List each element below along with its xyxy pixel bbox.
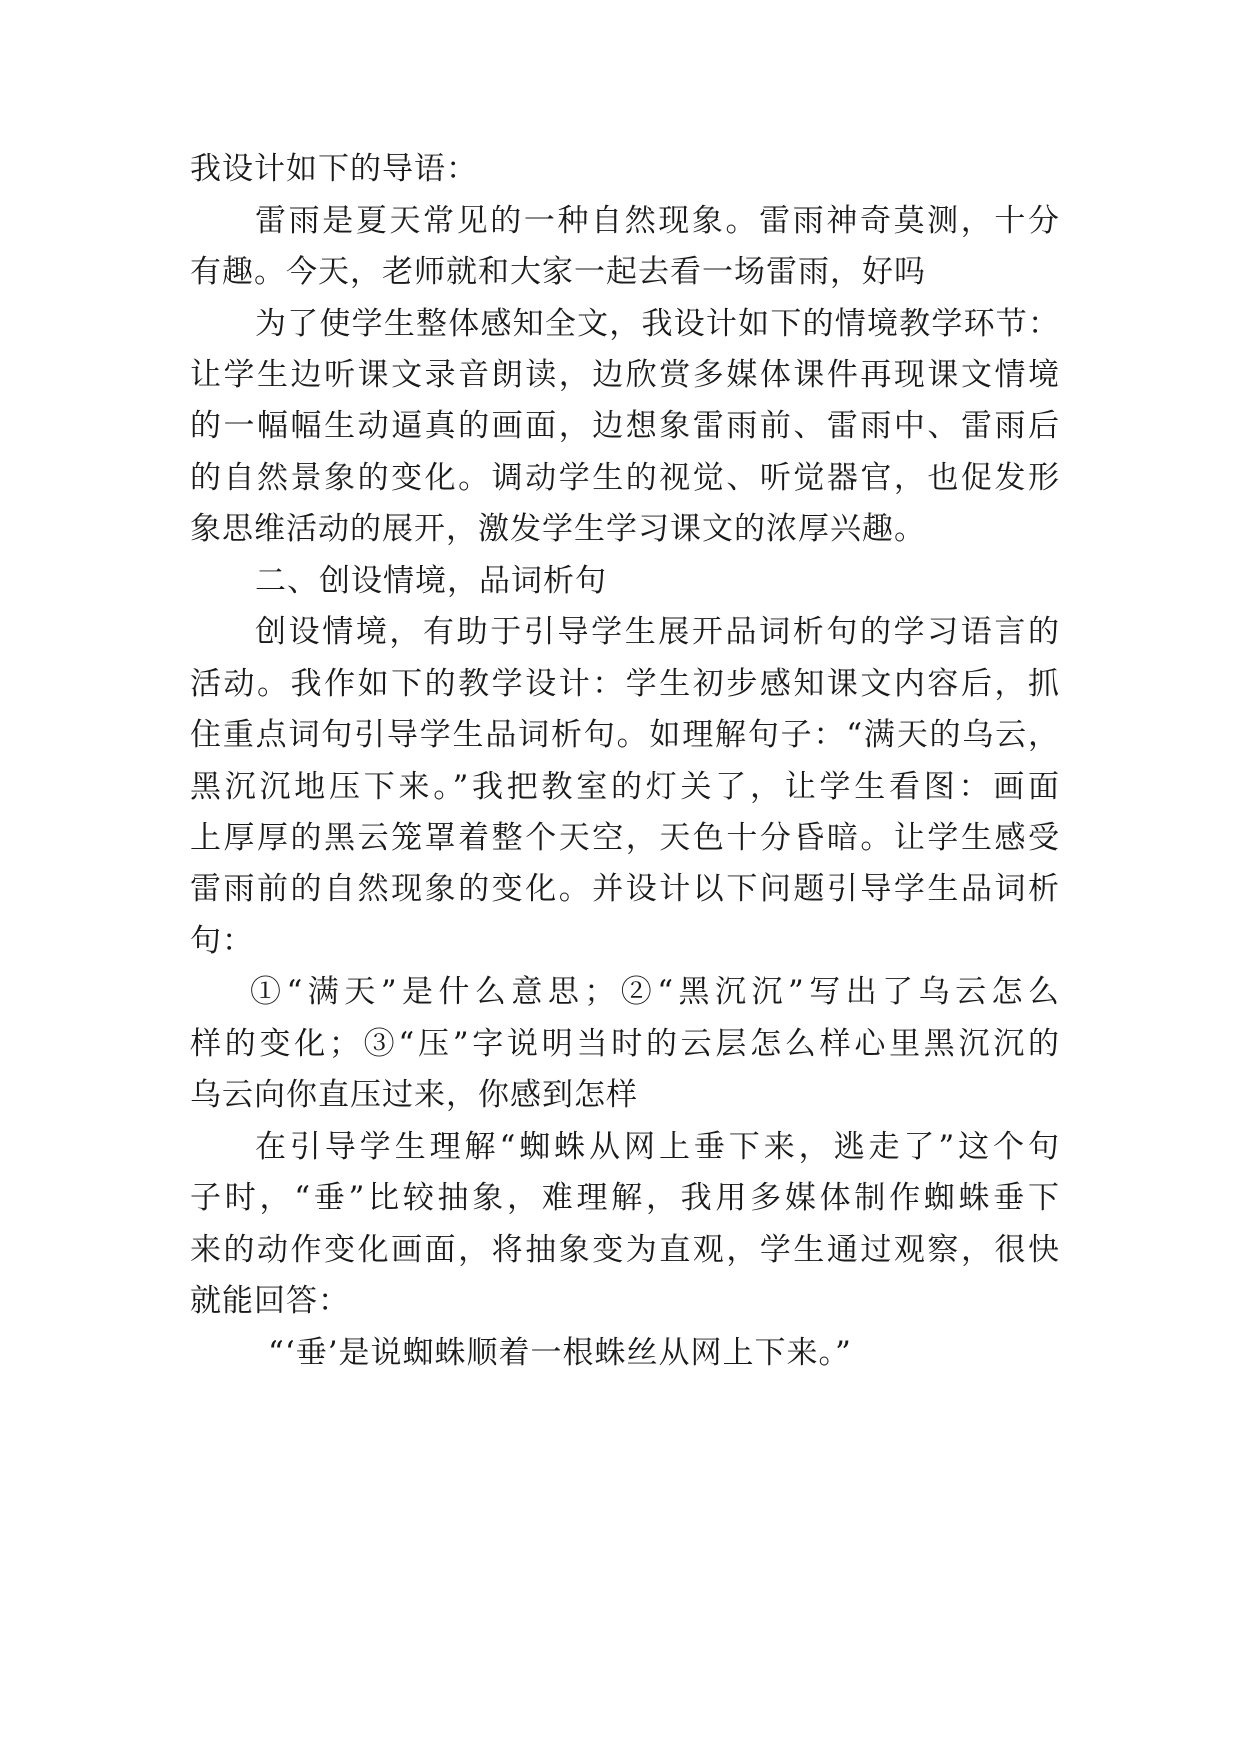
text-line: 我设计如下的导语： [190, 151, 478, 187]
text-line: 雷雨是夏天常见的一种自然现象。雷雨神奇莫测，十分 [255, 203, 1060, 239]
text-line: 句： [190, 923, 254, 959]
text-line: 的一幅幅生动逼真的画面，边想象雷雨前、雷雨中、雷雨后 [190, 408, 1060, 444]
text-line: 样的变化；③“压”字说明当时的云层怎么样心里黑沉沉的 [190, 1026, 1060, 1062]
text-line: 活动。我作如下的教学设计：学生初步感知课文内容后，抓 [190, 666, 1060, 702]
text-line: 在引导学生理解“蜘蛛从网上垂下来，逃走了”这个句 [255, 1129, 1060, 1165]
text-line: 上厚厚的黑云笼罩着整个天空，天色十分昏暗。让学生感受 [190, 820, 1060, 856]
text-line: 有趣。今天，老师就和大家一起去看一场雷雨，好吗 [190, 254, 926, 290]
section-heading: 二、创设情境，品词析句 [255, 563, 607, 599]
text-line: 来的动作变化画面，将抽象变为直观，学生通过观察，很快 [190, 1232, 1060, 1268]
text-line: 为了使学生整体感知全文，我设计如下的情境教学环节： [255, 306, 1060, 342]
text-line: ①“满天”是什么意思；②“黑沉沉”写出了乌云怎么 [250, 974, 1060, 1010]
text-line: 让学生边听课文录音朗读，边欣赏多媒体课件再现课文情境 [190, 357, 1060, 393]
quoted-answer: “‘垂’是说蜘蛛顺着一根蛛丝从网上下来。” [268, 1335, 852, 1371]
text-line: 象思维活动的展开，激发学生学习课文的浓厚兴趣。 [190, 511, 926, 547]
text-line: 雷雨前的自然现象的变化。并设计以下问题引导学生品词析 [190, 871, 1060, 907]
text-line: 黑沉沉地压下来。”我把教室的灯关了，让学生看图：画面 [190, 769, 1060, 805]
text-line: 乌云向你直压过来，你感到怎样 [190, 1077, 638, 1113]
text-line: 创设情境，有助于引导学生展开品词析句的学习语言的 [255, 614, 1060, 650]
text-line: 就能回答： [190, 1283, 350, 1319]
text-line: 的自然景象的变化。调动学生的视觉、听觉器官，也促发形 [190, 460, 1060, 496]
text-line: 子时，“垂”比较抽象，难理解，我用多媒体制作蜘蛛垂下 [190, 1180, 1060, 1216]
text-line: 住重点词句引导学生品词析句。如理解句子：“满天的乌云， [190, 717, 1060, 753]
